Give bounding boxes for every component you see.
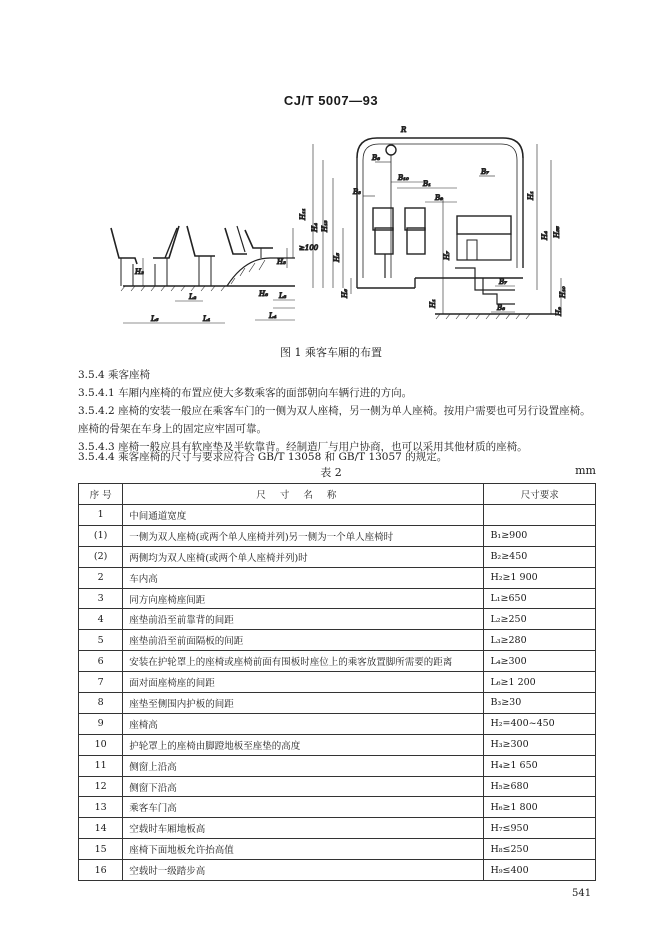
cell-req: B₁≥900 (484, 525, 596, 546)
cell-no: 10 (79, 734, 123, 755)
cell-name: 一侧为双人座椅(或两个单人座椅并列)另一侧为一个单人座椅时 (123, 525, 484, 546)
label-B8-bottom: B₈ (497, 304, 505, 312)
label-R: R (401, 126, 407, 134)
cell-req: L₂≥250 (484, 609, 596, 630)
header-name: 尺寸名称 (123, 484, 484, 505)
label-H7: H₇ (443, 251, 451, 260)
cell-no: 12 (79, 776, 123, 797)
cell-req: H₃≥300 (484, 734, 596, 755)
cell-name: 中间通道宽度 (123, 505, 484, 526)
table-row (79, 693, 596, 714)
cell-no: 8 (79, 693, 123, 714)
cell-no: 14 (79, 818, 123, 839)
seat-layout-labels (134, 244, 319, 323)
label-L3: L₃ (279, 292, 287, 300)
cell-name: 座椅下面地板允许抬高值 (123, 839, 484, 860)
cell-no: 4 (79, 609, 123, 630)
label-H5: H₅ (333, 253, 341, 262)
cell-no: 9 (79, 713, 123, 734)
cell-req: H₆≥1 800 (484, 797, 596, 818)
cell-name: 空载时一级踏步高 (123, 860, 484, 881)
cell-req: H₂=400~450 (484, 713, 596, 734)
page-number: 541 (572, 888, 592, 899)
cell-req: H₅≥680 (484, 776, 596, 797)
cell-no: (1) (79, 525, 123, 546)
header-req: 尺寸要求 (484, 484, 596, 505)
cell-no: 6 (79, 651, 123, 672)
label-B7-bottom: B₇ (499, 278, 507, 286)
cell-name: 安装在护轮罩上的座椅或座椅前面有围板时座位上的乘客放置脚所需要的距离 (123, 651, 484, 672)
label-H4-right: H₄ (541, 231, 549, 240)
label-H3: H₃ (277, 258, 286, 266)
table-body (79, 505, 596, 881)
cell-no: 11 (79, 755, 123, 776)
table-row (79, 630, 596, 651)
cell-no: 13 (79, 797, 123, 818)
figure-passenger-compartment (95, 118, 575, 342)
table-row (79, 713, 596, 734)
cell-no: 1 (79, 505, 123, 526)
label-ge100: ≥100 (299, 244, 319, 252)
cell-name: 空载时车厢地板高 (123, 818, 484, 839)
label-H55: H₅₅ (553, 226, 561, 238)
cell-req (484, 505, 596, 526)
cell-name: 侧窗下沿高 (123, 776, 484, 797)
label-H10: H₁₀ (559, 286, 567, 298)
cell-name: 座椅高 (123, 713, 484, 734)
paragraph-3-5-4-4: 3.5.4.4 乘客座椅的尺寸与要求应符合 GB/T 13058 和 GB/T 13057 的规定。 (78, 451, 448, 463)
label-H8: H₈ (259, 290, 268, 298)
cell-name: 乘客车门高 (123, 797, 484, 818)
label-H1-top: H₁ (527, 191, 535, 200)
label-B9: B₉ (435, 194, 443, 202)
cell-no: (2) (79, 546, 123, 567)
cell-req: L₁≥650 (484, 588, 596, 609)
dimension-table (78, 483, 596, 881)
cell-name: 座垫前沿至前面隔板的间距 (123, 630, 484, 651)
cell-no: 15 (79, 839, 123, 860)
cell-name: 同方向座椅座间距 (123, 588, 484, 609)
label-L4: L₄ (269, 312, 277, 320)
table-row (79, 567, 596, 588)
table-row (79, 588, 596, 609)
table-row (79, 609, 596, 630)
cell-name: 座垫至侧围内护板的间距 (123, 693, 484, 714)
table-header-row (79, 484, 596, 505)
cell-req: H₂≥1 900 (484, 567, 596, 588)
paragraph-3-5-4-3: 3.5.4.3 座椅一般应具有软座垫及半软靠背。经制造厂与用户协商，也可以采用其他材质的座椅。 (78, 441, 528, 453)
cell-name: 两侧均为双人座椅(或两个单人座椅并列)时 (123, 546, 484, 567)
label-B8: B₈ (372, 154, 380, 162)
table-row (79, 797, 596, 818)
cell-no: 3 (79, 588, 123, 609)
label-L6: L₆ (151, 315, 159, 323)
cell-name: 护轮罩上的座椅由脚蹬地板至座垫的高度 (123, 734, 484, 755)
header-no: 序 号 (79, 484, 123, 505)
cell-req: B₃≥30 (484, 693, 596, 714)
body-cross-section (313, 138, 561, 319)
standard-header: CJ/T 5007—93 (283, 93, 379, 108)
table-row (79, 525, 596, 546)
cell-req: H₇≤950 (484, 818, 596, 839)
label-H11: H₁₁ (299, 208, 307, 220)
cell-req: L₆≥1 200 (484, 672, 596, 693)
cell-req: H₈≤250 (484, 839, 596, 860)
cell-name: 面对面座椅座的间距 (123, 672, 484, 693)
cell-req: H₄≥1 650 (484, 755, 596, 776)
label-L1: L₁ (203, 315, 211, 323)
table-row (79, 776, 596, 797)
table-row (79, 839, 596, 860)
cell-no: 7 (79, 672, 123, 693)
table-row (79, 734, 596, 755)
label-H9: H₉ (555, 307, 563, 316)
label-H1-bottom: H₁ (429, 299, 437, 308)
label-B7: B₇ (481, 168, 489, 176)
table-row (79, 860, 596, 881)
table-row (79, 755, 596, 776)
label-H13: H₁₃ (321, 220, 329, 232)
cell-no: 2 (79, 567, 123, 588)
cell-name: 侧窗上沿高 (123, 755, 484, 776)
paragraph-3-5-4-1: 3.5.4.1 车厢内座椅的布置应使大多数乘客的面部朝向车辆行进的方向。 (78, 387, 413, 399)
body-cross-section-labels (299, 126, 567, 317)
label-H2: H₂ (135, 268, 144, 276)
table-row (79, 818, 596, 839)
label-B1: B₁ (423, 180, 431, 188)
cell-req: L₃≥280 (484, 630, 596, 651)
table-row (79, 505, 596, 526)
label-B10: B₁₀ (398, 174, 409, 182)
cell-req: L₄≥300 (484, 651, 596, 672)
label-B3: B₃ (353, 188, 361, 196)
table-row (79, 672, 596, 693)
cell-name: 座垫前沿至前靠背的间距 (123, 609, 484, 630)
section-heading: 3.5.4 乘客座椅 (78, 369, 151, 381)
table-row (79, 546, 596, 567)
cell-req: H₉≤400 (484, 860, 596, 881)
cell-name: 车内高 (123, 567, 484, 588)
cell-req: B₂≥450 (484, 546, 596, 567)
table-title: 表 2 (320, 466, 342, 479)
figure-caption: 图 1 乘客车厢的布置 (280, 346, 382, 359)
paragraph-3-5-4-2: 3.5.4.2 座椅的安装一般应在乘客车门的一侧为双人座椅，另一侧为单人座椅。按用户需要也可另行设置座椅。座椅的骨架在车身上的固定应牢固可靠。 (78, 405, 591, 435)
label-H6: H₆ (341, 289, 349, 298)
table-unit: mm (575, 464, 596, 477)
label-L2: L₂ (189, 293, 197, 301)
label-H4: H₄ (311, 223, 319, 232)
table-row (79, 651, 596, 672)
compartment-drawing (95, 118, 575, 342)
cell-no: 5 (79, 630, 123, 651)
cell-no: 16 (79, 860, 123, 881)
